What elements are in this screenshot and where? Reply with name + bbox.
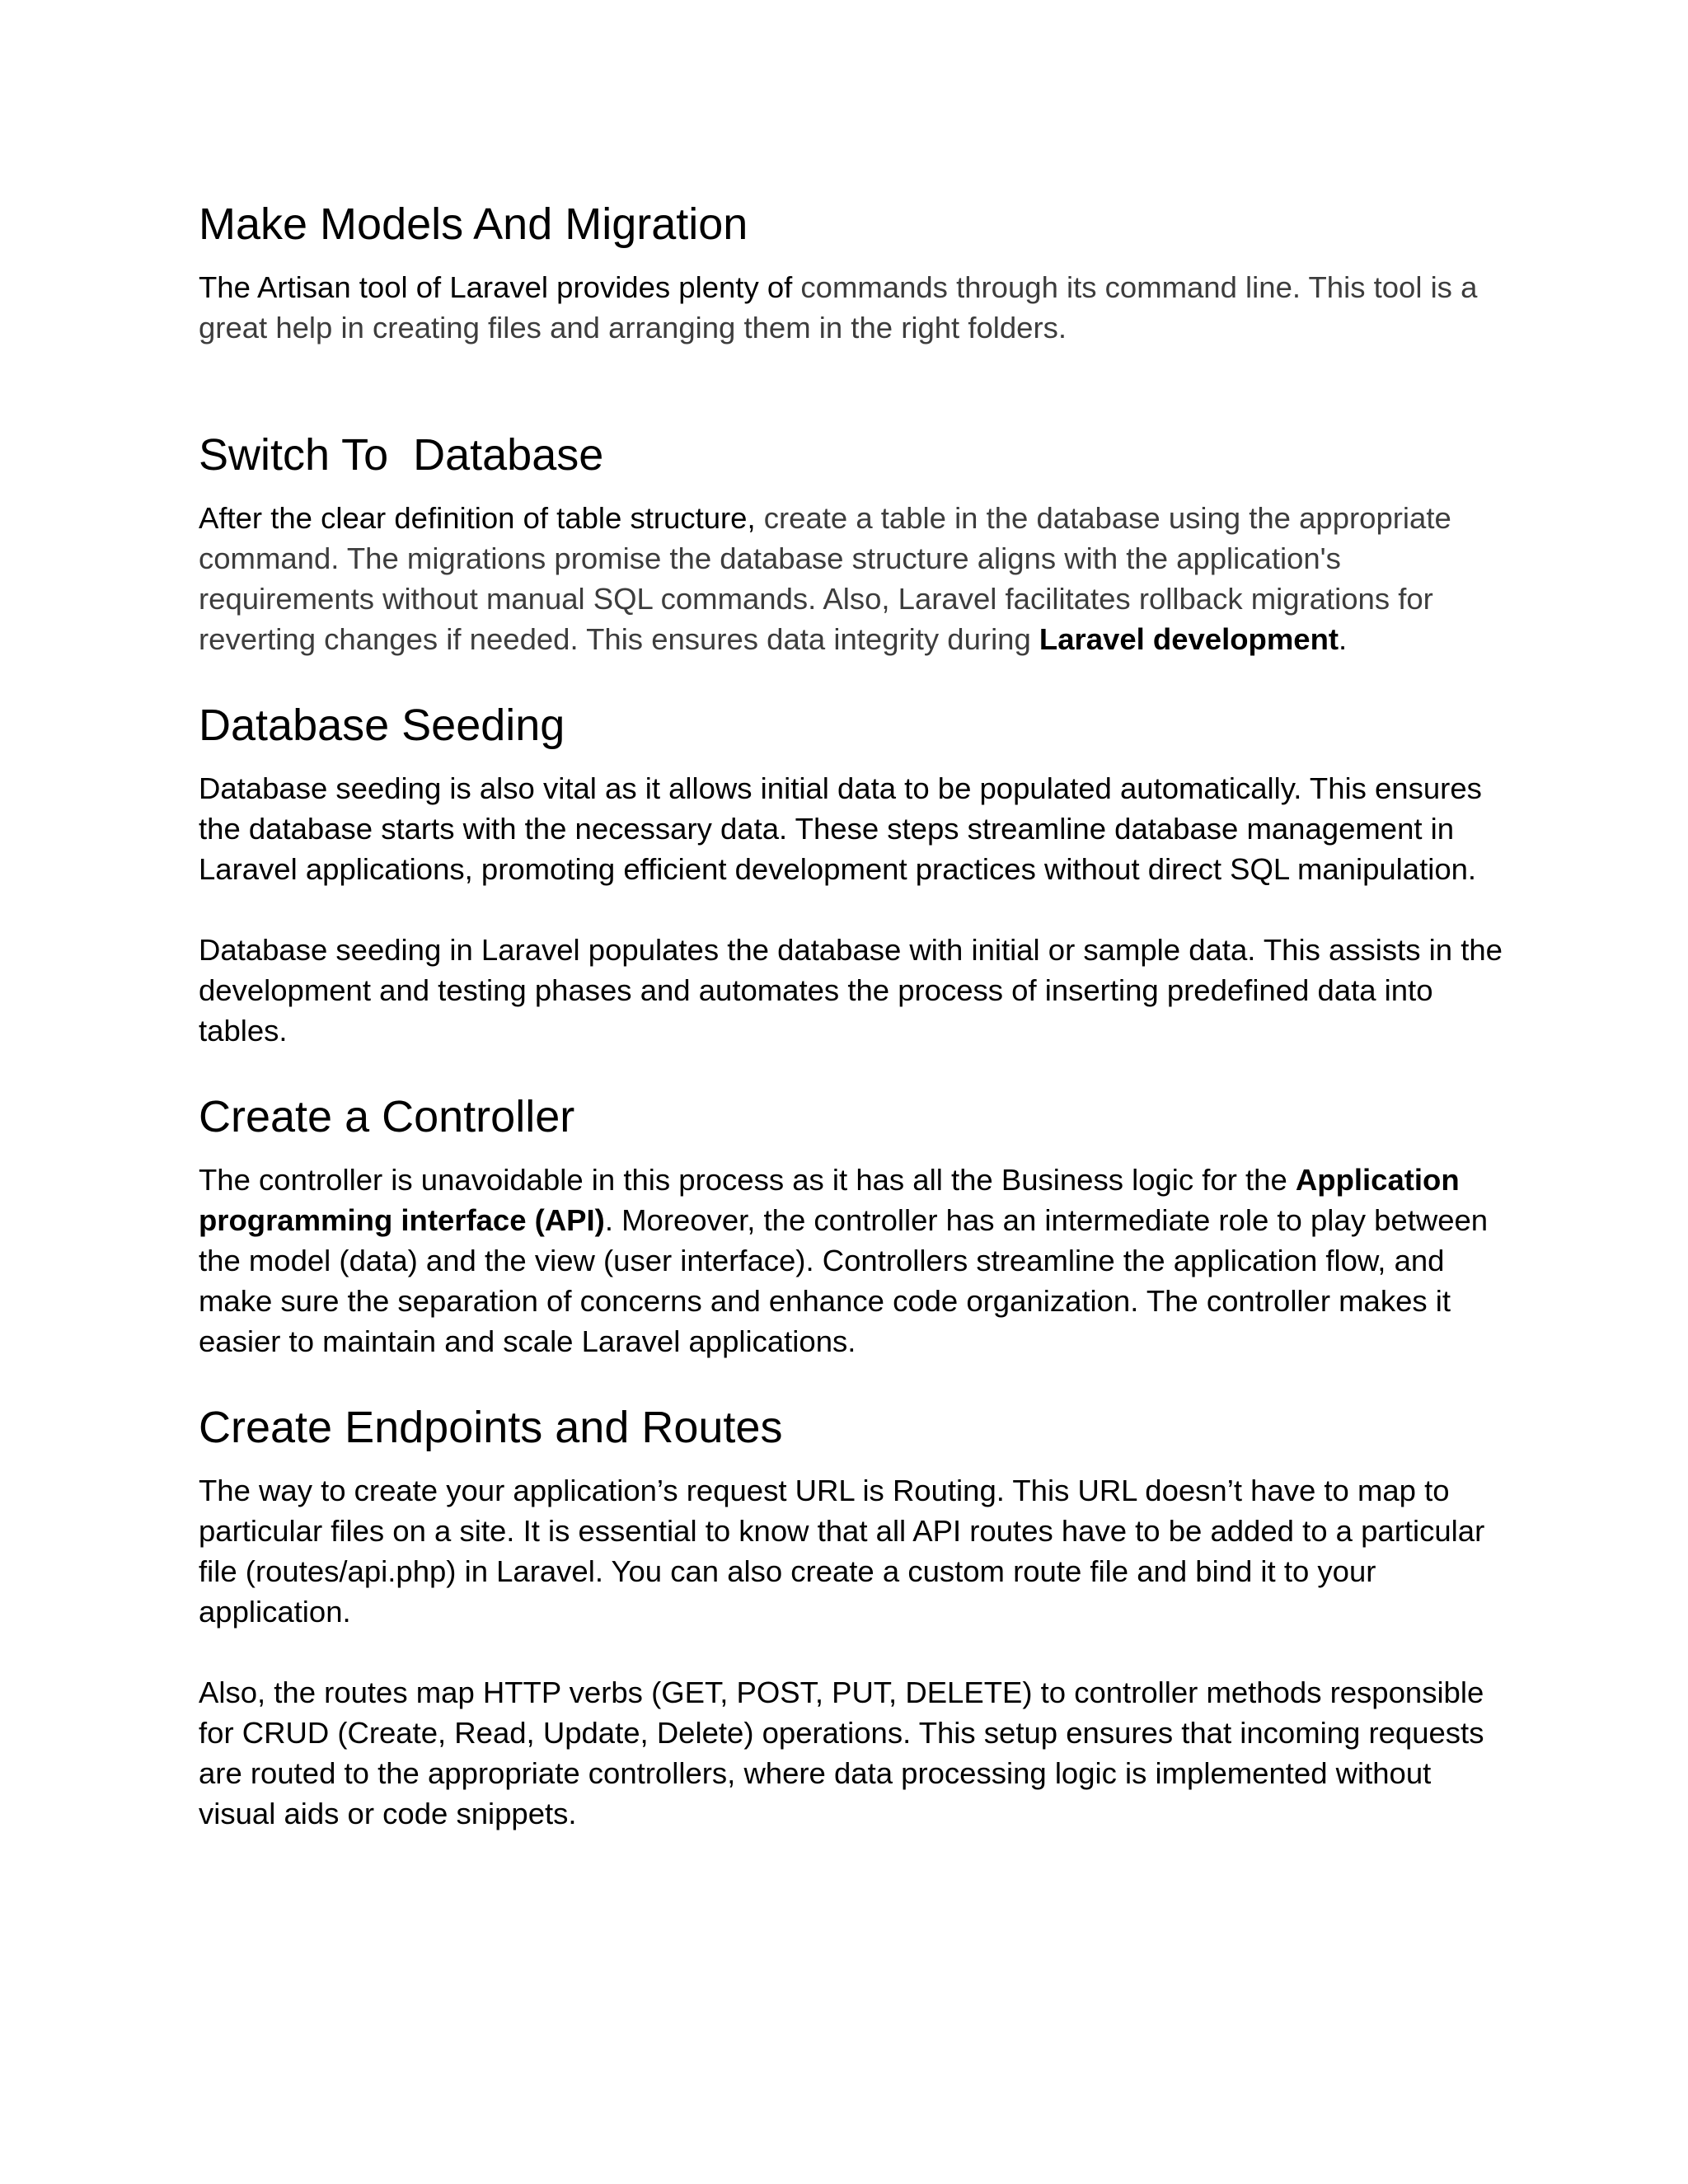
paragraph-seeding-vital: Database seeding is also vital as it allows initial data to be populated automatically. This ensures the database starts with the necessary data. These steps streamline database management in Laravel applications, promoting efficient development practices without direct SQL manipulation. <box>199 771 1482 886</box>
paragraph-lead-text: After the clear definition of table structure, <box>199 501 756 535</box>
paragraph-seeding-populates: Database seeding in Laravel populates the database with initial or sample data. This assists in the development and testing phases and automates the process of inserting predefined data into tables. <box>199 933 1503 1047</box>
paragraph-end-text: . <box>1339 622 1348 656</box>
paragraph-table-structure <box>199 498 1509 659</box>
paragraph-routing: The way to create your application’s request URL is Routing. This URL doesn’t have to map to particular files on a site. It is essential to know that all API routes have to be added to a particular file (routes/api.php) in Laravel. You can also create a custom route file and bind it to your application. <box>199 1474 1485 1629</box>
heading-create-a-controller: Create a Controller <box>199 1092 575 1141</box>
paragraph-lead-text: The Artisan tool of Laravel provides plenty of <box>199 270 793 304</box>
paragraph-controller <box>199 1160 1509 1361</box>
paragraph-artisan-tool <box>199 267 1509 348</box>
heading-create-endpoints-and-routes: Create Endpoints and Routes <box>199 1403 783 1452</box>
heading-make-models-and-migration: Make Models And Migration <box>199 199 748 249</box>
bold-term-api: Application programming interface (API) <box>199 1163 1460 1237</box>
bold-term-laravel-development: Laravel development <box>1039 622 1339 656</box>
paragraph-routes-map: Also, the routes map HTTP verbs (GET, POST, PUT, DELETE) to controller methods responsible for CRUD (Create, Read, Update, Delete) operations. This setup ensures that incoming requests are routed to the appropriate controllers, where data processing logic is implemented without visual aids or code snippets. <box>199 1675 1484 1830</box>
paragraph-body-text: create a table in the database using the appropriate command. The migrations promise the database structure aligns with the application's requirements without manual SQL commands. Also, Laravel facilitates rollback migrations for reverting changes if needed. This ensures data integrity during <box>199 501 1451 656</box>
paragraph-end-text: . Moreover, the controller has an intermediate role to play between the model (data) and the view (user interface). Controllers streamline the application flow, and make sure the separation of concerns and enhance code organization. The controller makes it easier to maintain and scale Laravel applications. <box>199 1203 1489 1358</box>
heading-switch-to-database: Switch To Database <box>199 430 604 480</box>
paragraph-body-text: commands through its command line. This tool is a great help in creating files and arranging them in the right folders. <box>199 270 1478 344</box>
document-content <box>199 191 1509 1834</box>
heading-database-seeding: Database Seeding <box>199 701 565 750</box>
paragraph-body-text: The controller is unavoidable in this process as it has all the Business logic for the <box>199 1163 1296 1197</box>
